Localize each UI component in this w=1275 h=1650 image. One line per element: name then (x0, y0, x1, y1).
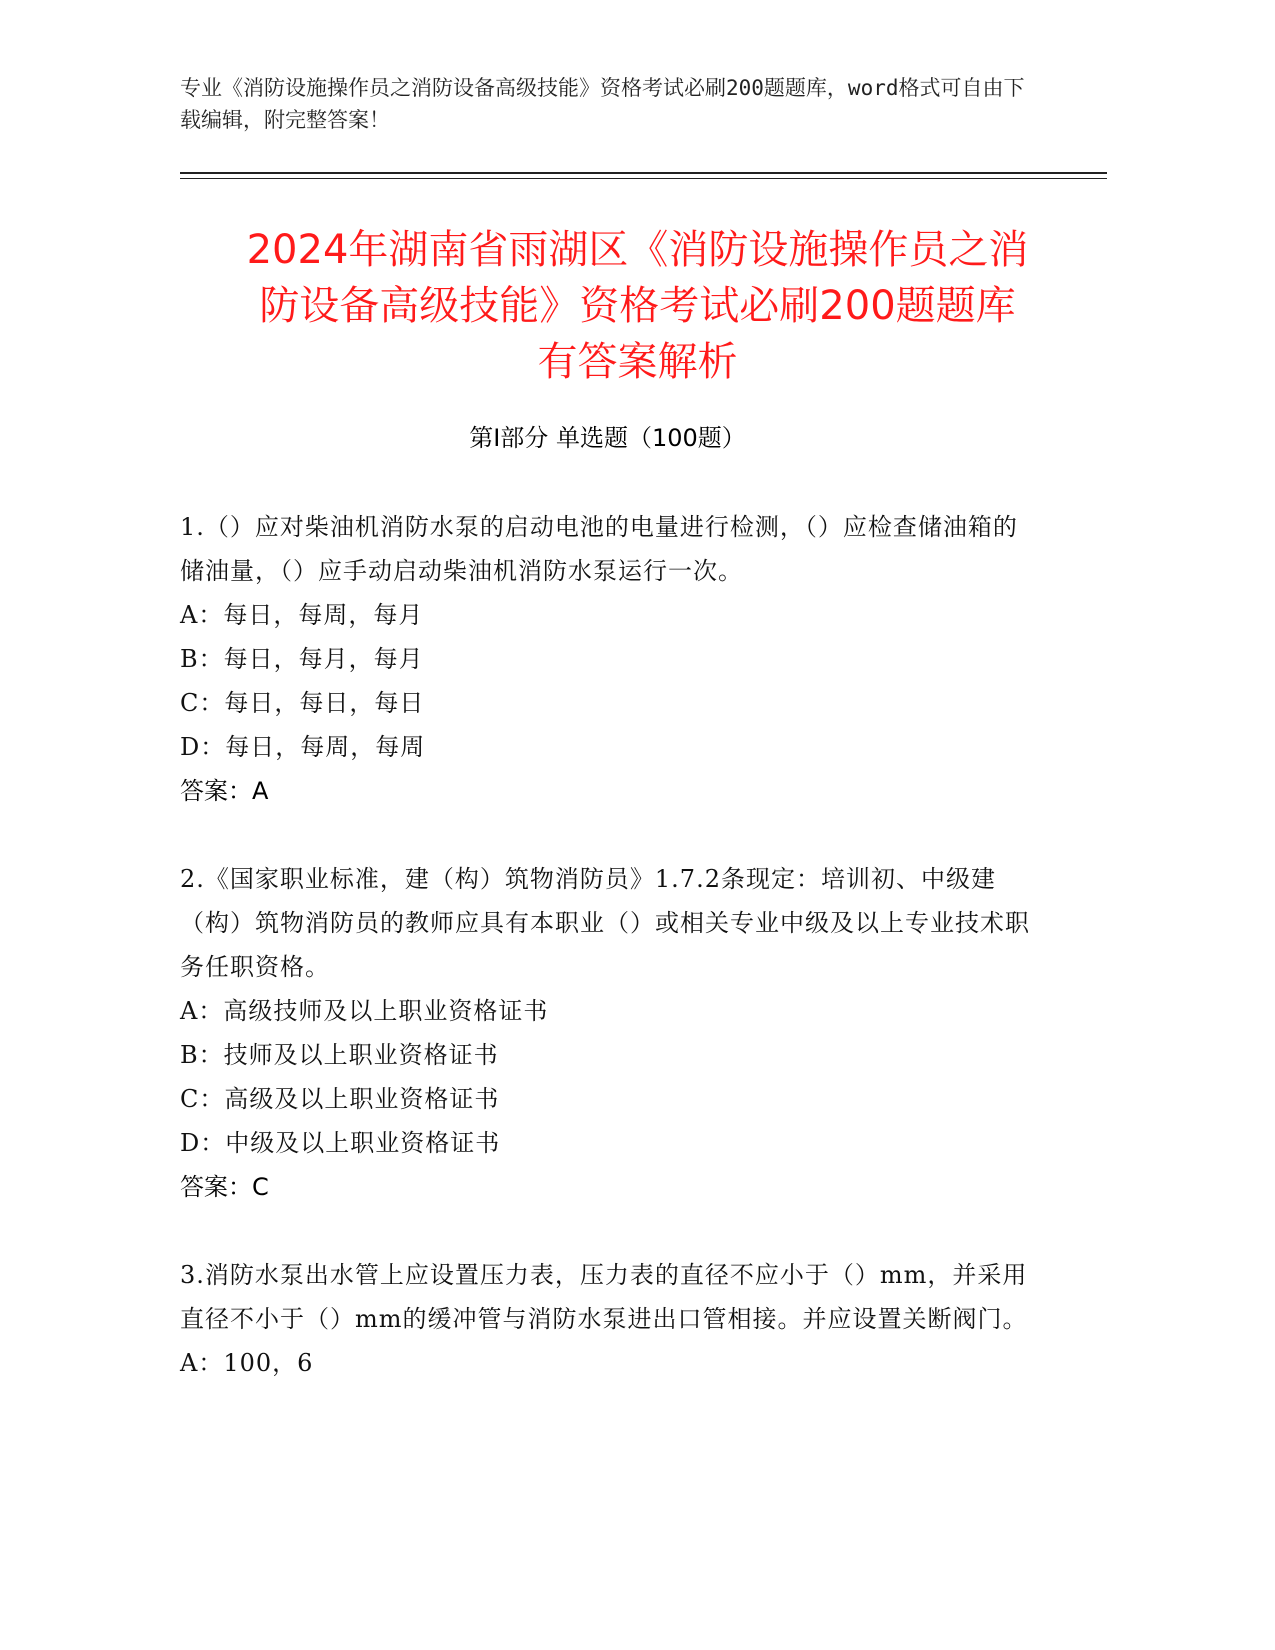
question-3 (180, 1253, 1040, 1385)
header-note: 专业《消防设施操作员之消防设备高级技能》资格考试必刷200题题库，word格式可自由下载编辑，附完整答案！ (180, 76, 1025, 132)
question-stem: 2.《国家职业标准，建（构）筑物消防员》1.7.2条现定：培训初、中级建（构）筑物消防员的教师应具有本职业（）或相关专业中级及以上专业技术职务任职资格。 (180, 865, 1030, 981)
document-title (160, 222, 1115, 390)
header-divider-thin (180, 178, 1107, 179)
option-b: B：每日，每月，每月 (180, 645, 424, 673)
answer: 答案：A (180, 777, 269, 805)
option-c: C：高级及以上职业资格证书 (180, 1085, 500, 1113)
option-b: B：技师及以上职业资格证书 (180, 1041, 499, 1069)
question-list (180, 505, 1040, 1429)
option-d: D：中级及以上职业资格证书 (180, 1129, 501, 1157)
option-a: A：100，6 (180, 1349, 314, 1377)
option-c: C：每日，每日，每日 (180, 689, 425, 717)
title-line-3: 有答案解析 (537, 339, 738, 385)
title-line-1: 2024年湖南省雨湖区《消防设施操作员之消 (246, 227, 1029, 273)
question-2 (180, 857, 1040, 1209)
question-1 (180, 505, 1040, 813)
option-a: A：高级技师及以上职业资格证书 (180, 997, 549, 1025)
answer: 答案：C (180, 1173, 269, 1201)
question-stem: 1.（）应对柴油机消防水泵的启动电池的电量进行检测，（）应检查储油箱的储油量，（）应手动启动柴油机消防水泵运行一次。 (180, 513, 1018, 585)
question-stem: 3.消防水泵出水管上应设置压力表，压力表的直径不应小于（）mm，并采用直径不小于（）mm的缓冲管与消防水泵进出口管相接。并应设置关断阀门。 (180, 1261, 1028, 1333)
section-heading: 第Ⅰ部分 单选题（100题） (469, 424, 746, 452)
option-a: A：每日，每周，每月 (180, 601, 424, 629)
option-d: D：每日，每周，每周 (180, 733, 426, 761)
title-line-2: 防设备高级技能》资格考试必刷200题题库 (259, 283, 1016, 329)
header-divider-thick (180, 172, 1107, 174)
